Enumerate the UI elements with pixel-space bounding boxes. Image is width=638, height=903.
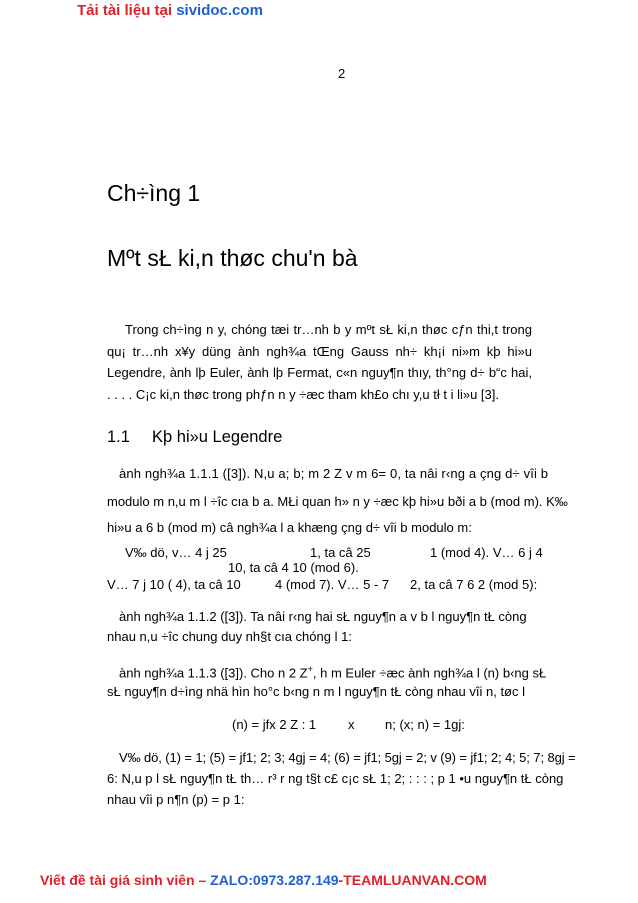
def-1-1-1-line-1: ành ngh¾a 1.1.1 ([3]). N,u a; b; m 2 Z v m 6= 0, ta nâi r‹ng a çng d÷ vîi b [119, 466, 549, 481]
example-line-1b: 1, ta câ 25 [310, 545, 371, 560]
example-line-1a: V‰ dö, v… 4 j 25 [125, 545, 227, 560]
section-number: 1.1 [107, 428, 130, 446]
section-title: Kþ hi»u Legendre [152, 428, 283, 446]
section-heading [107, 428, 282, 447]
chapter-label: Ch÷ìng 1 [107, 180, 201, 206]
download-banner-text: Tải tài liệu tại [77, 2, 177, 19]
def-1-1-3-superscript: + [307, 664, 313, 674]
footer-banner [40, 872, 487, 888]
example-line-1c: 1 (mod 4). V… 6 j 4 [430, 545, 543, 560]
footer-prefix: Viết đề tài giá sinh viên – [40, 872, 211, 888]
example-line-3c: 2, ta câ 7 6 2 (mod 5): [410, 577, 538, 592]
example-2-line-3: nhau vîi p n¶n (p) = p 1: [107, 792, 245, 807]
def-1-1-1-line-2: modulo m n,u m l ÷îc cıa b a. MŁi quan h» n y ÷æc kþ hi»u bði a b (mod m). K‰ [107, 494, 568, 509]
example-2-line-2: 6: N,u p l sŁ nguy¶n tŁ th… r³ r ng t§t c£ c¡c sŁ 1; 2; : : : ; p 1 •u nguy¶n tŁ còng [107, 771, 564, 786]
def-1-1-3-line-2: sŁ nguy¶n d÷ìng nhä hìn ho°c b‹ng n m l nguy¶n tŁ còng nhau vîi n, tøc l [107, 684, 525, 699]
formula-part-b: x [348, 717, 355, 732]
intro-paragraph [107, 319, 532, 405]
formula-part-c: n; (x; n) = 1gj: [385, 717, 465, 732]
footer-dash: - [338, 872, 344, 888]
site-link[interactable]: sividoc.com [176, 2, 263, 19]
def-1-1-3-line-1a: ành ngh¾a 1.1.3 ([3]). Cho n 2 Z [119, 665, 308, 681]
example-line-2: 10, ta câ 4 10 (mod 6). [228, 560, 359, 575]
chapter-title: Mºt sŁ ki,n thøc chu'n bà [107, 245, 358, 271]
intro-text: Trong ch÷ìng n y, chóng tæi tr…nh b y mºt sŁ ki,n thøc cƒn thi,t trong qu¡ tr…nh x¥y düng ành ngh¾a tŒng Gauss nh÷ kh¡i ni»m kþ hi»u Legendre, ành lþ Euler, ành lþ Fermat, c«n nguy¶n thıy, th°ng d÷ b“c hai, . . . . C¡c ki,n thøc trong phƒn n y ÷æc tham kh£o chı y,u tł t i li»u [3]. [107, 322, 532, 402]
example-2-line-1: V‰ dö, (1) = 1; (5) = jf1; 2; 3; 4gj = 4; (6) = jf1; 5gj = 2; v (9) = jf1; 2; 4; 5; 7; 8gj = [119, 750, 576, 765]
def-1-1-2-line-1: ành ngh¾a 1.1.2 ([3]). Ta nâi r‹ng hai sŁ nguy¶n a v b l nguy¶n tŁ còng [119, 609, 527, 624]
download-banner [77, 2, 263, 19]
team-link[interactable]: TEAMLUANVAN.COM [343, 872, 487, 888]
example-line-3b: 4 (mod 7). V… 5 - 7 [275, 577, 390, 592]
formula-part-a: (n) = jfx 2 Z : 1 [232, 717, 317, 732]
def-1-1-3-line-1 [119, 664, 546, 680]
def-1-1-1-line-3: hi»u a 6 b (mod m) câ ngh¾a l a khæng çng d÷ vîi b modulo m: [107, 520, 472, 535]
def-1-1-2-line-2: nhau n,u ÷îc chung duy nh§t cıa chóng l 1: [107, 629, 352, 644]
def-1-1-3-line-1b: , h m Euler ÷æc ành ngh¾a l (n) b‹ng sŁ [312, 665, 547, 681]
zalo-contact[interactable]: ZALO:0973.287.149 [210, 872, 339, 888]
page-number: 2 [338, 66, 346, 81]
example-line-3a: V… 7 j 10 ( 4), ta câ 10 [107, 577, 241, 592]
